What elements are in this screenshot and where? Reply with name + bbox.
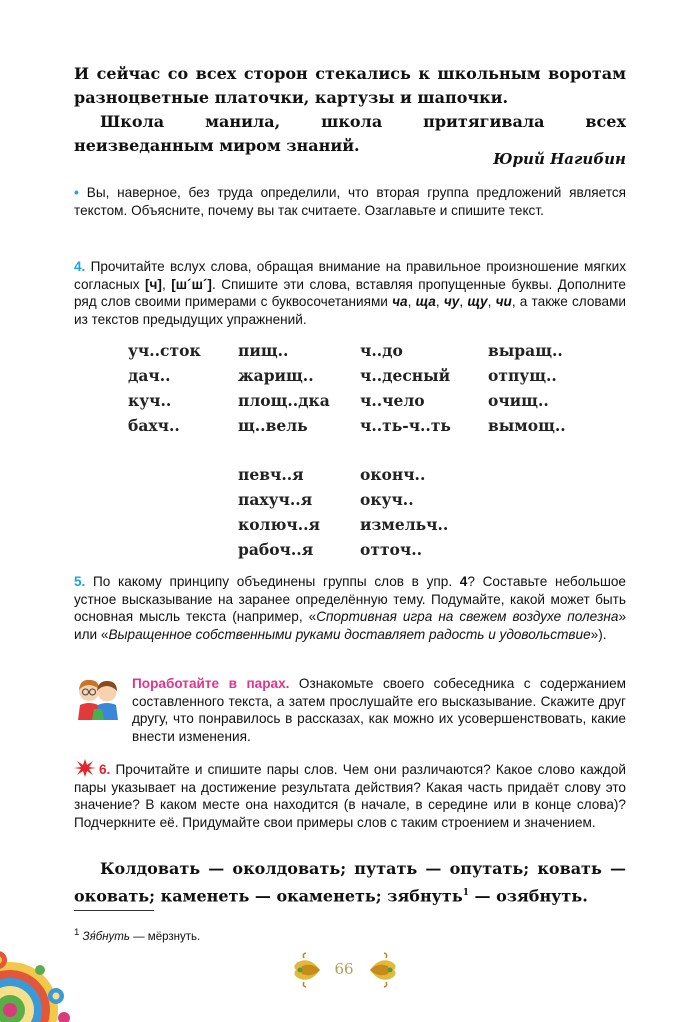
footnote-ref: 1 bbox=[462, 888, 469, 898]
pair-work-block bbox=[132, 675, 626, 745]
word: измельч.. bbox=[360, 515, 449, 534]
word: оконч.. bbox=[360, 465, 426, 484]
word: колюч..я bbox=[238, 515, 320, 534]
task-6 bbox=[74, 759, 626, 831]
sound-shsh: [ш´ш´] bbox=[171, 276, 212, 292]
letters-chu: чу bbox=[443, 294, 460, 309]
task-5-text: » или « bbox=[74, 609, 626, 642]
task-bullet-text: Вы, наверное, без труда определили, что вторая группа предложений является текстом. Объясните, почему вы так считаете. Озаглавьте и спишите текст. bbox=[74, 185, 626, 218]
word-column-4 bbox=[488, 338, 566, 438]
word: выращ.. bbox=[488, 341, 563, 360]
letters-cha: ча bbox=[392, 294, 408, 309]
sound-ch: [ч] bbox=[145, 276, 162, 292]
task-5-number: 5. bbox=[74, 574, 86, 589]
letters-chi: чи bbox=[495, 294, 512, 309]
word-column-2 bbox=[238, 338, 330, 438]
word: дач.. bbox=[128, 366, 171, 385]
word: ч..до bbox=[360, 341, 403, 360]
letters-shcha: ща bbox=[415, 294, 436, 309]
right-ornament-icon bbox=[366, 952, 400, 988]
word-column-6 bbox=[360, 462, 448, 562]
poem-block bbox=[74, 62, 626, 158]
separator: , bbox=[487, 294, 496, 309]
task-4-text: , а также словами из текстов предыдущих упражнений. bbox=[74, 294, 627, 327]
task-5-text: По какому принципу объединены группы слов в упр. bbox=[85, 574, 460, 589]
word: уч..сток bbox=[128, 341, 201, 360]
word: площ..дка bbox=[238, 391, 330, 410]
word: ч..ть-ч..ть bbox=[360, 416, 451, 435]
word: очищ.. bbox=[488, 391, 549, 410]
task-5 bbox=[74, 573, 626, 643]
pair-work-title: Поработайте в парах. bbox=[132, 676, 290, 691]
word: пищ.. bbox=[238, 341, 289, 360]
bullet-marker: • bbox=[74, 185, 79, 200]
word: щ..вель bbox=[238, 416, 308, 435]
word: жарищ.. bbox=[238, 366, 314, 385]
example-text: Колдовать — околдовать; путать — опутать; ковать — оковать; каменеть — окаменеть; зябнуть bbox=[74, 859, 626, 906]
word: отпущ.. bbox=[488, 366, 557, 385]
word: рабоч..я bbox=[238, 540, 314, 559]
task-6-number: 6. bbox=[99, 762, 111, 777]
task-4-number: 4. bbox=[74, 259, 86, 274]
task-bullet bbox=[74, 184, 626, 219]
word: ч..десный bbox=[360, 366, 451, 385]
separator: , bbox=[435, 294, 444, 309]
poem-author: Юрий Нагибин bbox=[493, 150, 626, 168]
pair-work-icon bbox=[74, 676, 122, 720]
task-4-text: Прочитайте вслух слова, обращая внимание на правильное произношение мягких согласных bbox=[74, 259, 626, 292]
footnote-mark: 1 bbox=[74, 927, 80, 938]
task-4 bbox=[74, 258, 626, 328]
word-column-3 bbox=[360, 338, 451, 438]
word: вымощ.. bbox=[488, 416, 566, 435]
star-burst-icon bbox=[74, 759, 96, 777]
task-4-text: . Спишите эти слова, вставляя пропущенные буквы. Дополните ряд слов своими примерами с буквосочетаниями bbox=[74, 276, 626, 309]
letters-shchu: щу bbox=[467, 294, 488, 309]
word: отточ.. bbox=[360, 540, 423, 559]
example-pairs bbox=[74, 856, 626, 908]
word: бахч.. bbox=[128, 416, 180, 435]
footnote-term: Зя́бнуть bbox=[82, 930, 130, 943]
example-text: — озябнуть. bbox=[468, 886, 588, 906]
task-5-text: ? Составьте небольшое устное высказывание на заранее определённую тему. Подумайте, какой может быть основная мысль текста (например, « bbox=[74, 574, 626, 624]
poem-paragraph-2: Школа манила, школа притягивала всех неизведанным миром знаний. bbox=[74, 112, 626, 155]
word-column-5 bbox=[238, 462, 320, 562]
footnote bbox=[74, 927, 200, 943]
word-column-1 bbox=[128, 338, 201, 438]
corner-floral-ornament-icon bbox=[0, 900, 80, 1022]
page-number: 66 bbox=[334, 960, 354, 978]
example-topic-1: Спортивная игра на свежем воздухе полезна bbox=[316, 609, 619, 624]
word: ч..чело bbox=[360, 391, 425, 410]
word: певч..я bbox=[238, 465, 304, 484]
exercise-ref: 4 bbox=[459, 574, 468, 589]
separator: , bbox=[407, 294, 416, 309]
poem-paragraph-1: И сейчас со всех сторон стекались к школьным воротам разноцветные платочки, картузы и шапочки. bbox=[74, 64, 626, 107]
footnote-divider bbox=[74, 910, 154, 911]
word: пахуч..я bbox=[238, 490, 313, 509]
left-ornament-icon bbox=[290, 952, 324, 988]
separator: , bbox=[161, 276, 172, 292]
example-topic-2: Выращенное собственными руками доставляет радость и удовольствие bbox=[108, 626, 591, 642]
footnote-text: — мёрзнуть. bbox=[129, 930, 201, 943]
word: куч.. bbox=[128, 391, 172, 410]
word: окуч.. bbox=[360, 490, 414, 509]
task-6-text: Прочитайте и спишите пары слов. Чем они различаются? Какое слово каждой пары указывает на достижение результата действия? Какая часть придаёт слову это значение? В каком месте она находится (в начале, в середине или в конце слова)? Подчеркните её. Придумайте свои примеры слов с таким строением и значением. bbox=[74, 762, 626, 830]
pair-work-text: Ознакомьте своего собеседника с содержанием составленного текста, а затем прослушайте его высказывание. Скажите друг другу, что понравилось в рассказах, как можно их усовершенствовать, какие внести изменения. bbox=[132, 676, 626, 744]
task-5-text: »). bbox=[590, 626, 607, 642]
separator: , bbox=[459, 294, 468, 309]
